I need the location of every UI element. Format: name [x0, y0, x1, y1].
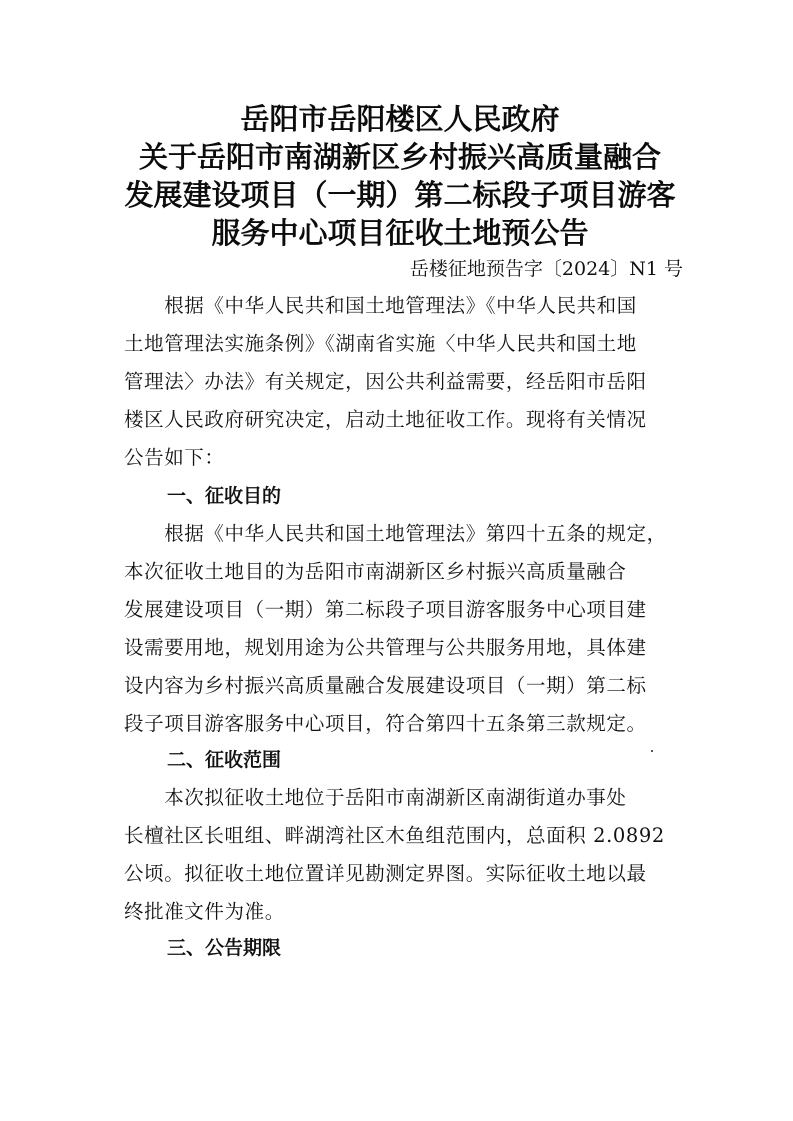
- section2-line: 长檀社区长咀组、畔湖湾社区木鱼组范围内，总面积 2.0892: [124, 824, 665, 847]
- section1-line: 设需要用地，规划用途为公共管理与公共服务用地，具体建: [124, 636, 647, 659]
- section3-heading: 三、公告期限: [167, 937, 282, 959]
- intro-line: 公告如下：: [124, 446, 225, 469]
- section1-paragraph: [124, 515, 684, 743]
- title-line-1: 岳阳市岳阳楼区人民政府: [240, 102, 560, 136]
- section1-line: 本次征收土地目的为岳阳市南湖新区乡村振兴高质量融合: [124, 560, 627, 583]
- title-line-4: 服务中心项目征收土地预公告: [211, 216, 589, 250]
- document-title: [100, 100, 700, 252]
- section2-line: 本次拟征收土地位于岳阳市南湖新区南湖街道办事处: [124, 786, 627, 809]
- intro-line: 根据《中华人民共和国土地管理法》《中华人民共和国: [124, 294, 637, 317]
- section1-heading: 一、征收目的: [167, 485, 282, 507]
- section1-line: 段子项目游客服务中心项目，符合第四十五条第三款规定。: [124, 712, 647, 735]
- section1-line: 设内容为乡村振兴高质量融合发展建设项目（一期）第二标: [124, 674, 647, 697]
- title-line-2: 关于岳阳市南湖新区乡村振兴高质量融合: [138, 140, 661, 174]
- document-number: 岳楼征地预告字〔2024〕N1 号: [409, 258, 683, 280]
- scan-speck: [651, 750, 653, 752]
- section2-line: 公顷。拟征收土地位置详见勘测定界图。实际征收土地以最: [124, 862, 647, 885]
- section1-line: 根据《中华人民共和国土地管理法》第四十五条的规定，: [124, 522, 667, 545]
- section1-line: 发展建设项目（一期）第二标段子项目游客服务中心项目建: [124, 598, 647, 621]
- intro-line: 管理法〉办法》有关规定，因公共利益需要，经岳阳市岳阳: [124, 370, 647, 393]
- intro-line: 楼区人民政府研究决定，启动土地征收工作。现将有关情况: [124, 408, 647, 431]
- intro-paragraph: [124, 287, 684, 477]
- title-line-3: 发展建设项目（一期）第二标段子项目游客: [124, 178, 676, 212]
- section2-line: 终批准文件为准。: [124, 900, 285, 923]
- section2-paragraph: [124, 779, 684, 931]
- intro-line: 土地管理法实施条例》《湖南省实施〈中华人民共和国土地: [124, 332, 637, 355]
- section2-heading: 二、征收范围: [167, 749, 282, 771]
